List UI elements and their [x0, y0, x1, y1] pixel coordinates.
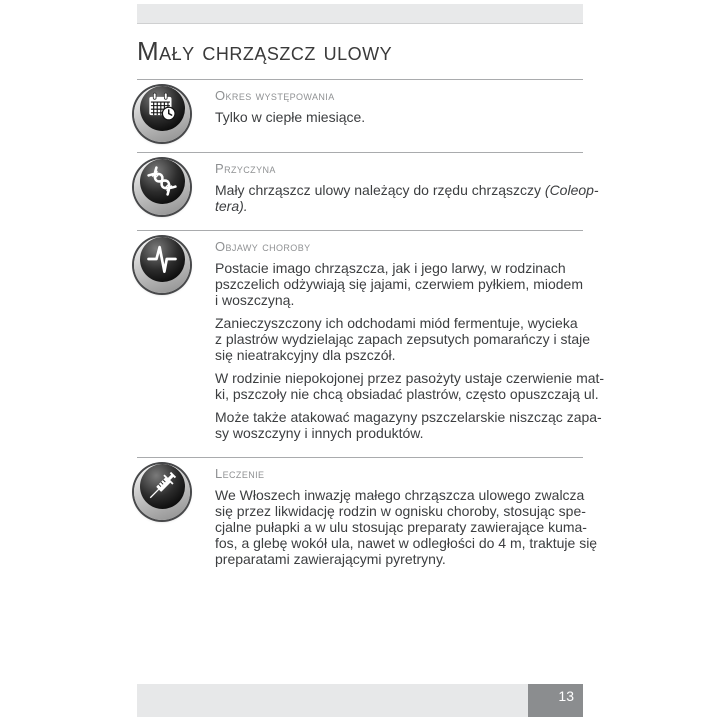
page-number-badge — [528, 684, 583, 717]
section-text-column — [215, 80, 583, 152]
calendar-clock-icon — [134, 86, 190, 142]
dna-icon — [134, 159, 190, 215]
text-line: W rodzinie niepokojonej przez pasożyty ustaje czerwienie mat- — [215, 370, 605, 386]
text-line: ki, pszczoły nie chcą obsiadać plastrów, często opuszczają ul. — [215, 386, 599, 402]
section-text-column — [215, 153, 599, 230]
page-title: Mały chrząszcz ulowy — [137, 36, 393, 66]
section-heading: Przyczyna — [215, 161, 276, 176]
text-line: Tylko w ciepłe miesiące. — [215, 109, 366, 125]
text-line: się przez likwidację rodzin w ognisku choroby, stosując spe- — [215, 503, 586, 519]
paragraph — [215, 370, 604, 402]
header-bar — [137, 4, 583, 24]
text-line: Mały chrząszcz ulowy należący do rzędu chrząszczy (Coleop- — [215, 182, 599, 198]
paragraph — [215, 315, 604, 363]
text-line: pszczelich odżywiają się jajami, czerwiem pyłkiem, miodem — [215, 276, 583, 292]
text-line: się nieatrakcyjny dla pszczół. — [215, 347, 396, 363]
section-text-column — [215, 231, 604, 457]
text-line: sy woszczyny i innych produktów. — [215, 425, 424, 441]
text-line: Zanieczyszczony ich odchodami miód fermentuje, wycieka — [215, 315, 578, 331]
section-okres-wystepowania — [137, 79, 583, 152]
latin-name: tera). — [215, 198, 248, 214]
text-line: preparatami zawierającymi pyretryny. — [215, 551, 446, 567]
section-icon-column — [137, 80, 215, 152]
section-leczenie — [137, 457, 598, 583]
section-heading: Objawy choroby — [215, 239, 311, 254]
paragraph — [215, 409, 604, 441]
latin-name: (Coleop- — [544, 182, 599, 198]
page-content-column — [137, 0, 605, 583]
page-footer-bar — [137, 684, 583, 717]
section-icon-column — [137, 231, 215, 457]
heartbeat-icon — [134, 237, 190, 293]
text-line: i woszczyną. — [215, 292, 295, 308]
section-objawy-choroby — [137, 230, 605, 457]
page-number: 13 — [558, 688, 574, 704]
section-heading: Leczenie — [215, 466, 265, 481]
paragraph — [215, 182, 599, 214]
paragraph — [215, 109, 583, 125]
syringe-icon — [134, 464, 190, 520]
section-text-column — [215, 458, 597, 583]
section-heading: Okres występowania — [215, 88, 335, 103]
text-line: z plastrów wydzielając zapach zepsutych pomarańczy i staje — [215, 331, 591, 347]
text-line: Postacie imago chrząszcza, jak i jego larwy, w rodzinach — [215, 260, 566, 276]
section-icon-column — [137, 458, 215, 583]
text-line: Może także atakować magazyny pszczelarskie niszcząc zapa- — [215, 409, 602, 425]
section-icon-column — [137, 153, 215, 230]
text-line: fos, a glebę wokół ula, nawet w odległości do 4 m, traktuje się — [215, 535, 598, 551]
text-line: We Włoszech inwazję małego chrząszcza ulowego zwalcza — [215, 487, 585, 503]
section-przyczyna — [137, 152, 599, 230]
text-line — [215, 198, 599, 214]
text-line: cjalne pułapki a w ulu stosując preparaty zawierające kuma- — [215, 519, 587, 535]
paragraph — [215, 487, 597, 567]
paragraph — [215, 260, 604, 308]
